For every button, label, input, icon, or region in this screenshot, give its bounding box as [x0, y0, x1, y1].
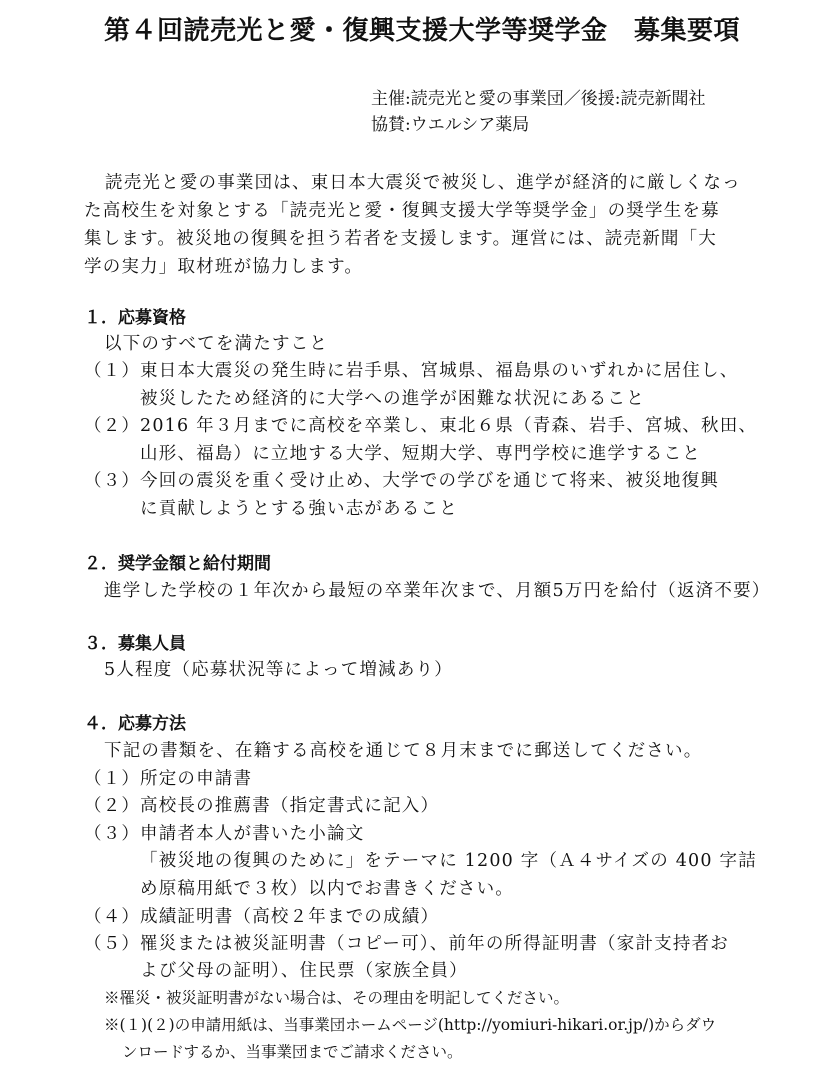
section-1-item-3-num: （３） [84, 471, 141, 491]
section-1-heading: １．応募資格 [84, 308, 186, 328]
section-4-item-1-text: 所定の申請書 [140, 769, 253, 789]
section-4-item-2-num: （２） [84, 796, 141, 816]
intro-line-1: 読売光と愛の事業団は、東日本大震災で被災し、進学が経済的に厳しくなっ [105, 173, 741, 193]
section-3-text: 5人程度（応募状況等によって増減あり） [104, 660, 453, 680]
section-1-item-2-num: （２） [84, 416, 141, 436]
section-4-item-5-sub-1: よび父母の証明）、住民票（家族全員） [140, 961, 468, 981]
intro-line-2: た高校生を対象とする「読売光と愛・復興支援大学等奨学金」の奨学生を募 [84, 201, 720, 221]
section-4-item-4-text: 成績証明書（高校２年までの成績） [140, 907, 440, 927]
cosponsor-line: 協賛:ウエルシア薬局 [371, 115, 530, 135]
intro-line-3: 集します。被災地の復興を担う若者を支援します。運営には、読売新聞「大 [84, 229, 717, 249]
section-2-heading: ２．奨学金額と給付期間 [84, 554, 271, 574]
page-title: 第４回読売光と愛・復興支援大学等奨学金 募集要項 [104, 16, 741, 46]
section-1-item-3-line-1: 今回の震災を重く受け止め、大学での学びを通じて将来、被災地復興 [140, 471, 719, 491]
section-4-heading: ４．応募方法 [84, 714, 186, 734]
section-4-lead: 下記の書類を、在籍する高校を通じて８月末までに郵送してください。 [104, 741, 703, 761]
section-1-item-2-line-1: 2016 年３月までに高校を卒業し、東北６県（青森、岩手、宮城、秋田、 [140, 416, 758, 436]
section-4-item-3-sub-1: 「被災地の復興のために」をテーマに 1200 字（Ａ４サイズの 400 字詰 [140, 851, 757, 871]
section-4-item-3-num: （３） [84, 824, 141, 844]
section-4-item-3-sub-2: め原稿用紙で３枚）以内でお書きください。 [140, 879, 514, 899]
sponsor-line: 主催:読売光と愛の事業団／後援:読売新聞社 [371, 89, 706, 109]
section-4-item-3-text: 申請者本人が書いた小論文 [140, 824, 365, 844]
note-2-line-2: ンロードするか、当事業団までご請求ください。 [122, 1043, 463, 1061]
section-4-item-5-text: 罹災または被災証明書（コピー可）、前年の所得証明書（家計支持者お [140, 934, 729, 954]
section-1-item-1-num: （１） [84, 361, 141, 381]
section-4-item-2-text: 高校長の推薦書（指定書式に記入） [140, 796, 440, 816]
section-1-lead: 以下のすべてを満たすこと [104, 334, 329, 354]
section-1-item-1-line-2: 被災したため経済的に大学への進学が困難な状況にあること [140, 389, 645, 409]
note-2-line-1: ※(１)(２)の申請用紙は、当事業団ホームページ(http://yomiuri-hikari.or.jp/)からダウ [104, 1016, 717, 1034]
note-1: ※罹災・被災証明書がない場合は、その理由を明記してください。 [104, 989, 570, 1007]
section-4-item-4-num: （４） [84, 907, 141, 927]
section-2-text: 進学した学校の１年次から最短の卒業年次まで、月額5万円を給付（返済不要） [104, 581, 771, 601]
section-1-item-2-line-2: 山形、福島）に立地する大学、短期大学、専門学校に進学すること [140, 444, 701, 464]
intro-line-4: 学の実力」取材班が協力します。 [84, 257, 364, 277]
section-4-item-1-num: （１） [84, 769, 141, 789]
section-1-item-1-line-1: 東日本大震災の発生時に岩手県、宮城県、福島県のいずれかに居住し、 [140, 361, 739, 381]
section-3-heading: ３．募集人員 [84, 634, 186, 654]
section-4-item-5-num: （５） [84, 934, 141, 954]
section-1-item-3-line-2: に貢献しようとする強い志があること [140, 499, 458, 519]
